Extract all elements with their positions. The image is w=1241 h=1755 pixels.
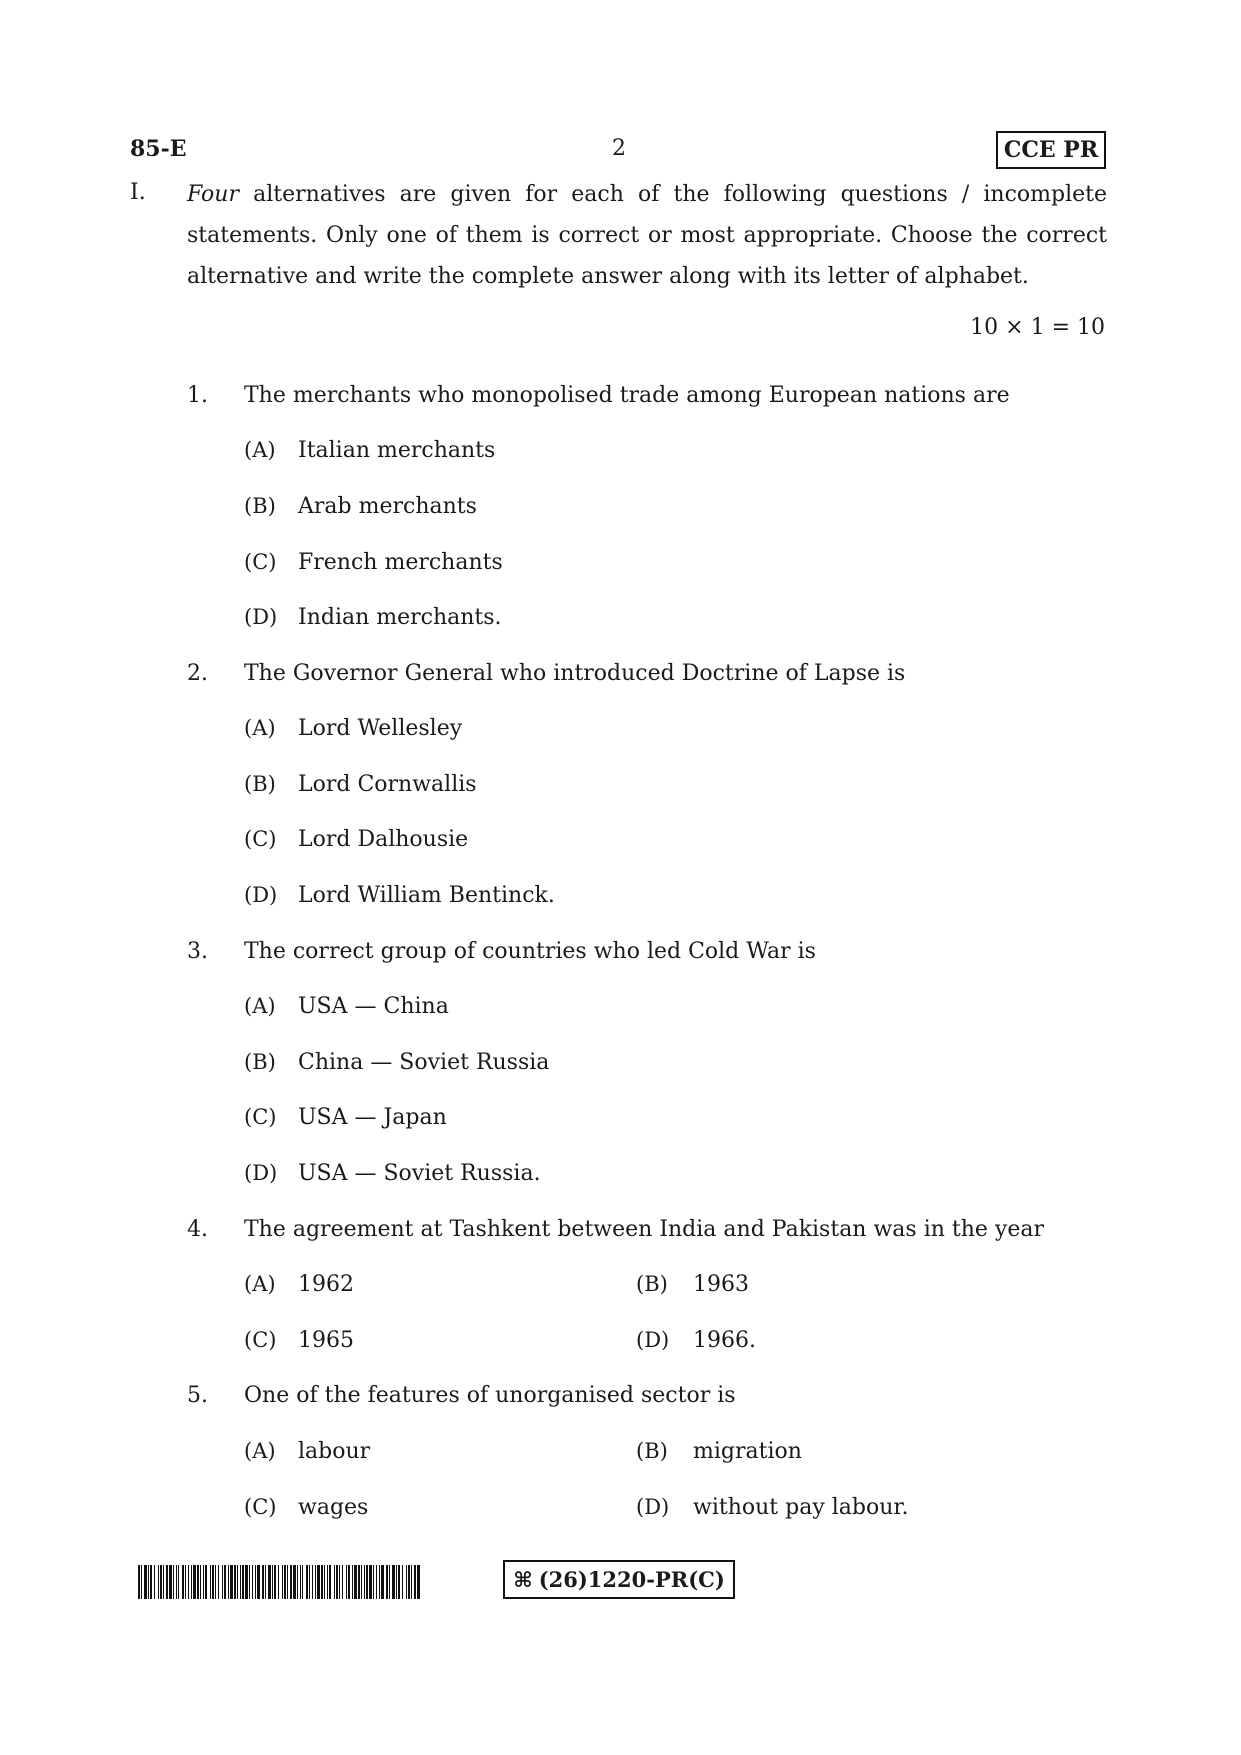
option-letter: (C): [244, 1328, 277, 1352]
option-letter: (D): [636, 1328, 670, 1352]
barcode-icon: [138, 1565, 420, 1599]
option-text: 1962: [298, 1272, 354, 1297]
option-letter: (C): [244, 1495, 277, 1519]
option-text: China — Soviet Russia: [298, 1050, 550, 1075]
option-text: 1966.: [693, 1328, 756, 1353]
option-text: without pay labour.: [693, 1495, 909, 1520]
option-text: 1965: [298, 1328, 354, 1353]
option-letter: (D): [636, 1495, 670, 1519]
option-letter: (B): [636, 1439, 668, 1463]
option-letter: (A): [244, 438, 276, 462]
option-letter: (D): [244, 1161, 278, 1185]
question-number: 1.: [187, 383, 208, 408]
option-text: 1963: [693, 1272, 749, 1297]
footer-code: (26)1220-PR(C): [538, 1567, 725, 1592]
option-letter: (B): [244, 1050, 276, 1074]
barcode-bar: [417, 1565, 420, 1599]
option-text: Italian merchants: [298, 438, 496, 463]
question-number: 3.: [187, 939, 208, 964]
option-letter: (C): [244, 827, 277, 851]
option-text: Lord Wellesley: [298, 716, 463, 741]
section-instruction: [187, 174, 1107, 297]
instruction-emphasis: Four: [187, 182, 239, 207]
option-text: USA — China: [298, 994, 449, 1019]
option-letter: (C): [244, 550, 277, 574]
option-text: Arab merchants: [298, 494, 477, 519]
option-letter: (D): [244, 605, 278, 629]
option-text: French merchants: [298, 550, 503, 575]
option-letter: (A): [244, 1439, 276, 1463]
option-text: Lord Dalhousie: [298, 827, 469, 852]
option-letter: (D): [244, 883, 278, 907]
section-marks: 10 × 1 = 10: [970, 315, 1105, 340]
question-text: The Governor General who introduced Doctrine of Lapse is: [244, 661, 906, 686]
instruction-rest: statements. Only one of them is correct or most appropriate. Choose the correct alternative and write the complete answer along with its letter of alphabet.: [187, 223, 1107, 289]
option-letter: (A): [244, 716, 276, 740]
option-letter: (B): [244, 772, 276, 796]
section-number: I.: [130, 180, 146, 205]
question-text: The correct group of countries who led Cold War is: [244, 939, 816, 964]
question-text: The merchants who monopolised trade among European nations are: [244, 383, 1010, 408]
command-symbol-icon: ⌘: [513, 1567, 533, 1592]
option-text: migration: [693, 1439, 802, 1464]
option-letter: (C): [244, 1105, 277, 1129]
question-number: 5.: [187, 1383, 208, 1408]
option-text: labour: [298, 1439, 371, 1464]
option-text: Lord Cornwallis: [298, 772, 477, 797]
footer-code-box: [503, 1560, 735, 1599]
option-letter: (B): [636, 1272, 668, 1296]
option-text: Lord William Bentinck.: [298, 883, 555, 908]
series-box: CCE PR: [996, 131, 1106, 169]
question-text: One of the features of unorganised sector is: [244, 1383, 736, 1408]
paper-code: 85-E: [130, 136, 187, 162]
question-text: The agreement at Tashkent between India and Pakistan was in the year: [244, 1217, 1045, 1242]
option-text: USA — Soviet Russia.: [298, 1161, 541, 1186]
option-text: wages: [298, 1495, 369, 1520]
option-text: USA — Japan: [298, 1105, 447, 1130]
option-text: Indian merchants.: [298, 605, 502, 630]
option-letter: (B): [244, 494, 276, 518]
instruction-first-line: [187, 174, 1107, 215]
option-letter: (A): [244, 994, 276, 1018]
option-letter: (A): [244, 1272, 276, 1296]
instruction-line1: alternatives are given for each of the following questions / incomplete: [253, 182, 1107, 207]
question-number: 4.: [187, 1217, 208, 1242]
page-number: 2: [612, 136, 626, 161]
question-number: 2.: [187, 661, 208, 686]
